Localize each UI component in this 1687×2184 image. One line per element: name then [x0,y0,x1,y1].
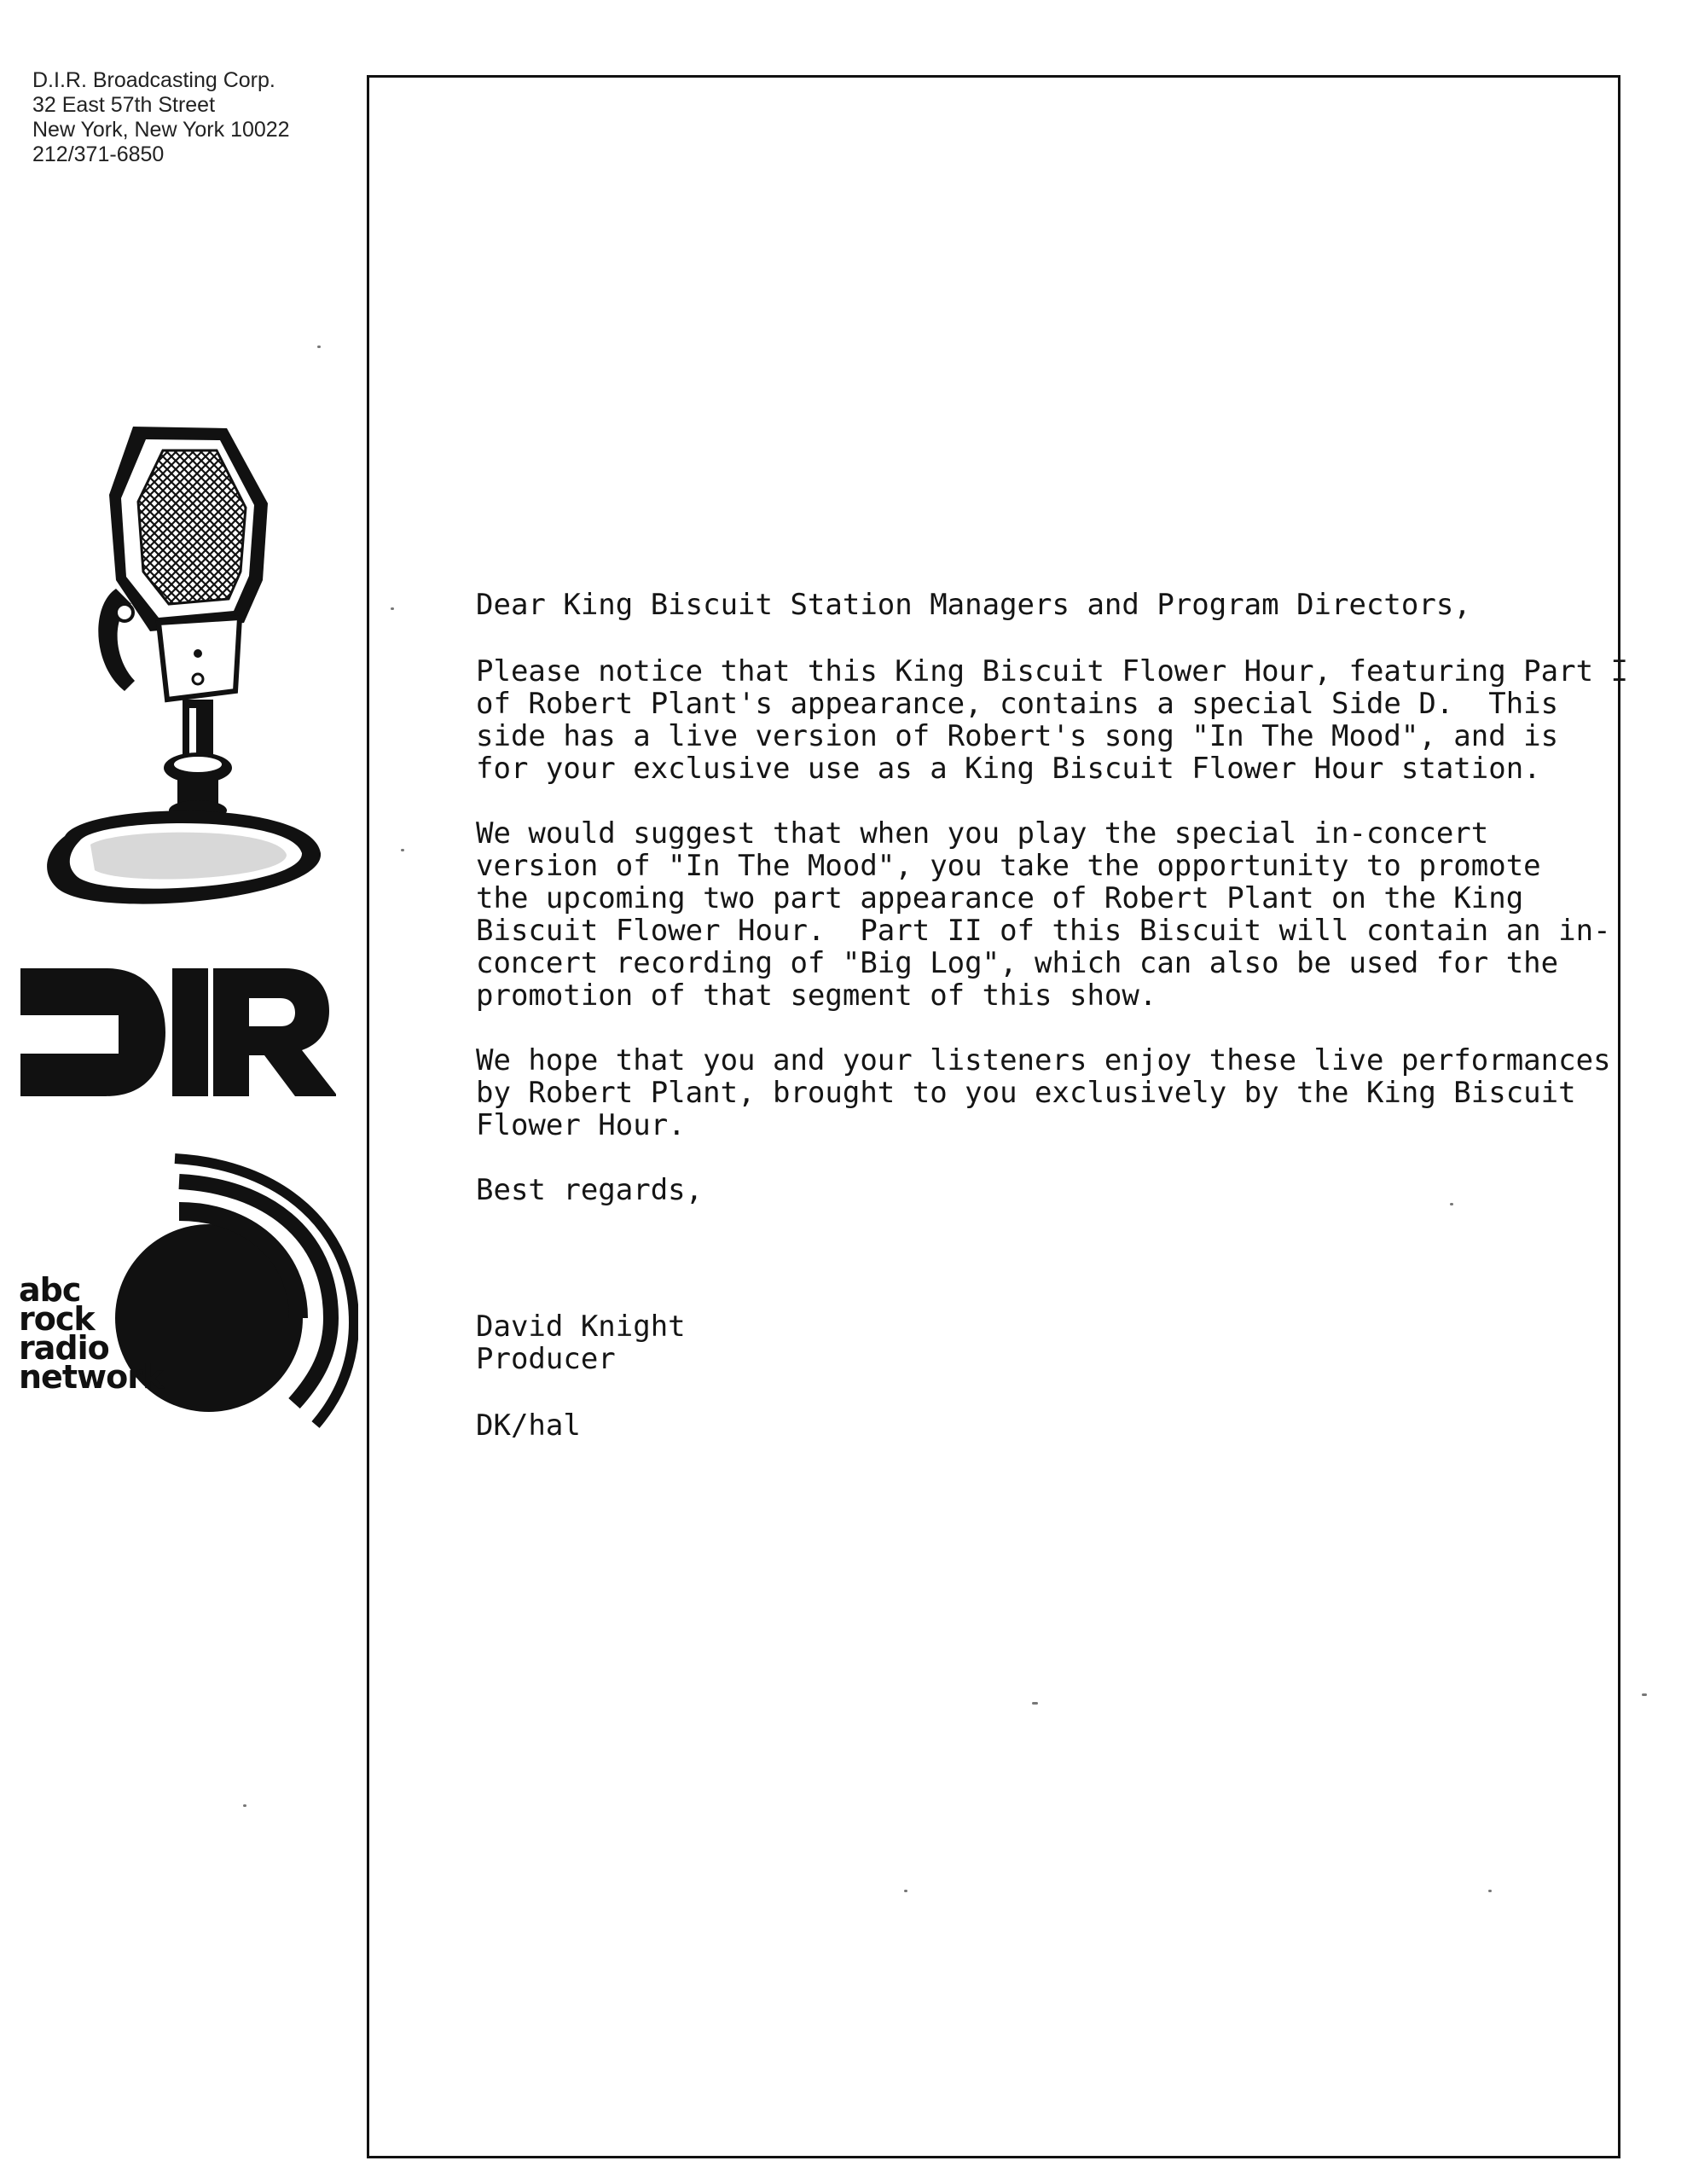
abc-rock-radio-network-text [19,1271,164,1396]
text-line: the upcoming two part appearance of Robert Plant on the King [476,881,1524,915]
radio-line: radio [19,1329,109,1367]
street-address: 32 East 57th Street [32,93,216,117]
scan-speck [1032,1702,1038,1705]
city-state-zip: New York, New York 10022 [32,118,290,142]
scan-speck [1450,1203,1453,1205]
abc-line: abc [19,1271,81,1309]
scan-speck [1642,1693,1647,1696]
scan-speck [904,1890,907,1892]
scan-speck [1488,1890,1492,1892]
scan-speck [401,849,404,851]
letterhead-address [32,68,290,167]
company-name: D.I.R. Broadcasting Corp. [32,68,275,92]
scan-speck [317,346,321,348]
text-line: Please notice that this King Biscuit Flower Hour, featuring Part I [476,654,1629,688]
text-line: Flower Hour. [476,1108,686,1142]
paragraph-3 [476,1043,1611,1142]
text-line: We would suggest that when you play the special in-concert [476,816,1489,851]
paragraph-1 [476,654,1629,786]
signer-title: Producer [476,1342,616,1376]
text-line: concert recording of "Big Log", which can also be used for the [476,946,1559,980]
text-line: We hope that you and your listeners enjoy these live performances [476,1043,1611,1077]
paragraph-2 [476,816,1611,1013]
rock-line: rock [19,1300,95,1338]
text-line: Biscuit Flower Hour. Part II of this Biscuit will contain an in- [476,914,1611,948]
salutation: Dear King Biscuit Station Managers and Program Directors, [476,588,1471,622]
text-line: by Robert Plant, brought to you exclusively by the King Biscuit [476,1076,1576,1110]
text-line: of Robert Plant's appearance, contains a special Side D. This [476,687,1559,721]
scan-speck [243,1804,246,1807]
scan-speck [391,607,394,610]
text-line: promotion of that segment of this show. [476,979,1157,1013]
text-line: for your exclusive use as a King Biscuit Flower Hour station. [476,752,1541,786]
dir-logo [20,968,336,1096]
text-line: version of "In The Mood", you take the opportunity to promote [476,849,1541,883]
network-line: network [19,1358,164,1396]
signer-name: David Knight [476,1310,686,1344]
text-line: side has a live version of Robert's song "In The Mood", and is [476,719,1559,753]
microphone-icon [31,410,321,938]
phone-number: 212/371-6850 [32,142,165,166]
closing: Best regards, [476,1173,704,1207]
typist-initials: DK/hal [476,1409,581,1443]
letter-body [476,588,1629,1443]
